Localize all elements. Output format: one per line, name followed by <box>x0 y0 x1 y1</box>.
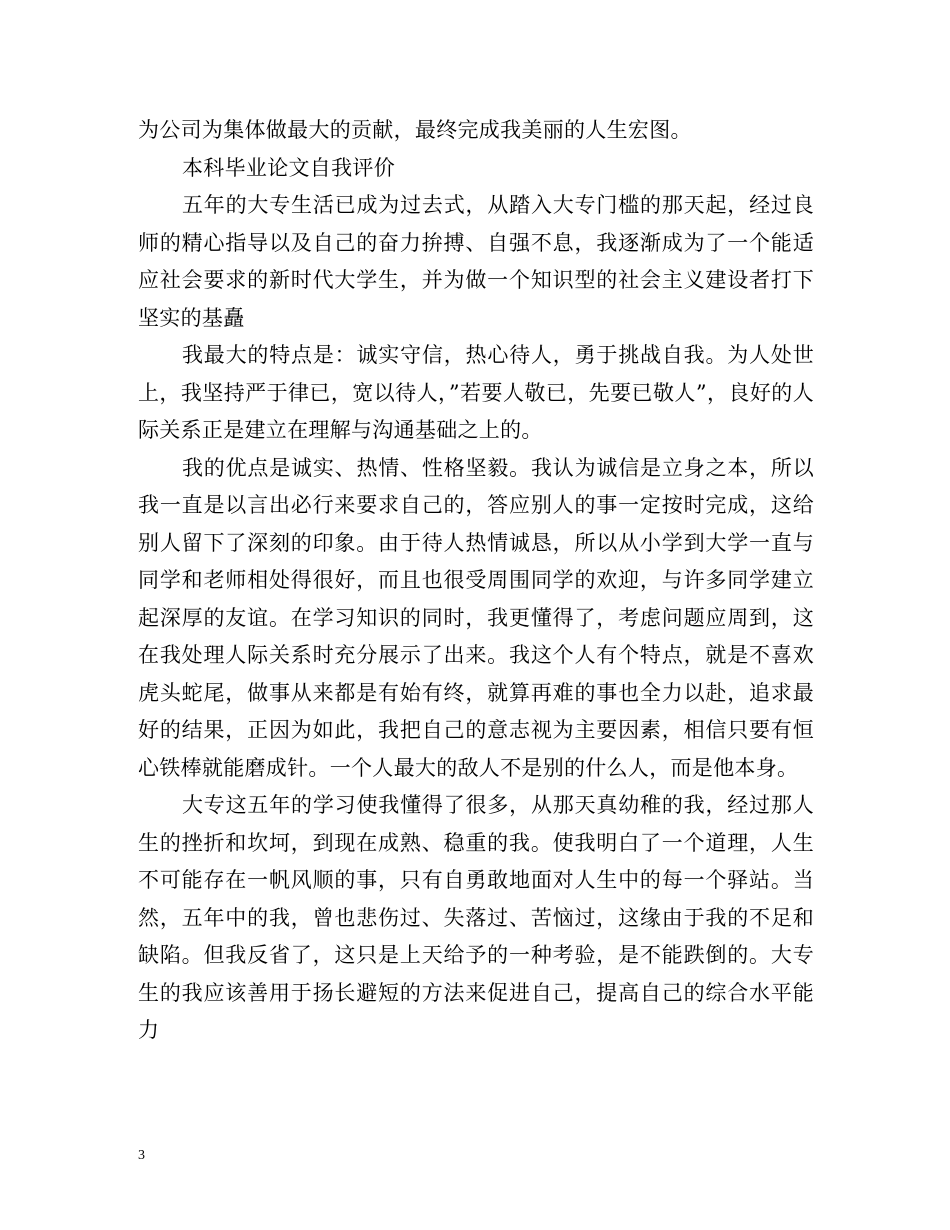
paragraph-continuation: 为公司为集体做最大的贡献，最终完成我美丽的人生宏图。 <box>138 118 692 142</box>
paragraph-reflection: 大专这五年的学习使我懂得了很多，从那天真幼稚的我，经过那人生的挫折和坎坷，到现在成熟、稳重的我。使我明白了一个道理，人生不可能存在一帆风顺的事，只有自勇敢地面对人生中的每一个驿站。当然，五年中的我，曾也悲伤过、失落过、苦恼过，这缘由于我的不足和缺陷。但我反省了，这只是上天给予的一种考验，是不能跌倒的。大专生的我应该善用于扬长避短的方法来促进自己，提高自己的综合水平能力 <box>138 793 814 1042</box>
paragraph-intro: 五年的大专生活已成为过去式，从踏入大专门槛的那天起，经过良师的精心指导以及自己的奋力拚搏、自强不息，我逐渐成为了一个能适应社会要求的新时代大学生，并为做一个知识型的社会主义建设者打下坚实的基矗 <box>138 193 814 330</box>
page-number: 3 <box>138 1148 145 1163</box>
paragraph-strengths: 我的优点是诚实、热情、性格坚毅。我认为诚信是立身之本，所以我一直是以言出必行来要求自己的，答应别人的事一定按时完成，这给别人留下了深刻的印象。由于待人热情诚恳，所以从小学到大学一直与同学和老师相处得很好，而且也很受周围同学的欢迎，与许多同学建立起深厚的友谊。在学习知识的同时，我更懂得了，考虑问题应周到，这在我处理人际关系时充分展示了出来。我这个人有个特点，就是不喜欢虎头蛇尾，做事从来都是有始有终，就算再难的事也全力以赴，追求最好的结果，正因为如此，我把自己的意志视为主要因素，相信只要有恒心铁棒就能磨成针。一个人最大的敌人不是别的什么人，而是他本身。 <box>138 455 814 780</box>
section-title: 本科毕业论文自我评价 <box>182 155 395 180</box>
paragraph-characteristics: 我最大的特点是：诚实守信，热心待人，勇于挑战自我。为人处世上，我坚持严于律已，宽以待人，”若要人敬已，先要已敬人”，良好的人际关系正是建立在理解与沟通基础之上的。 <box>138 343 814 442</box>
document-body <box>138 112 814 1050</box>
